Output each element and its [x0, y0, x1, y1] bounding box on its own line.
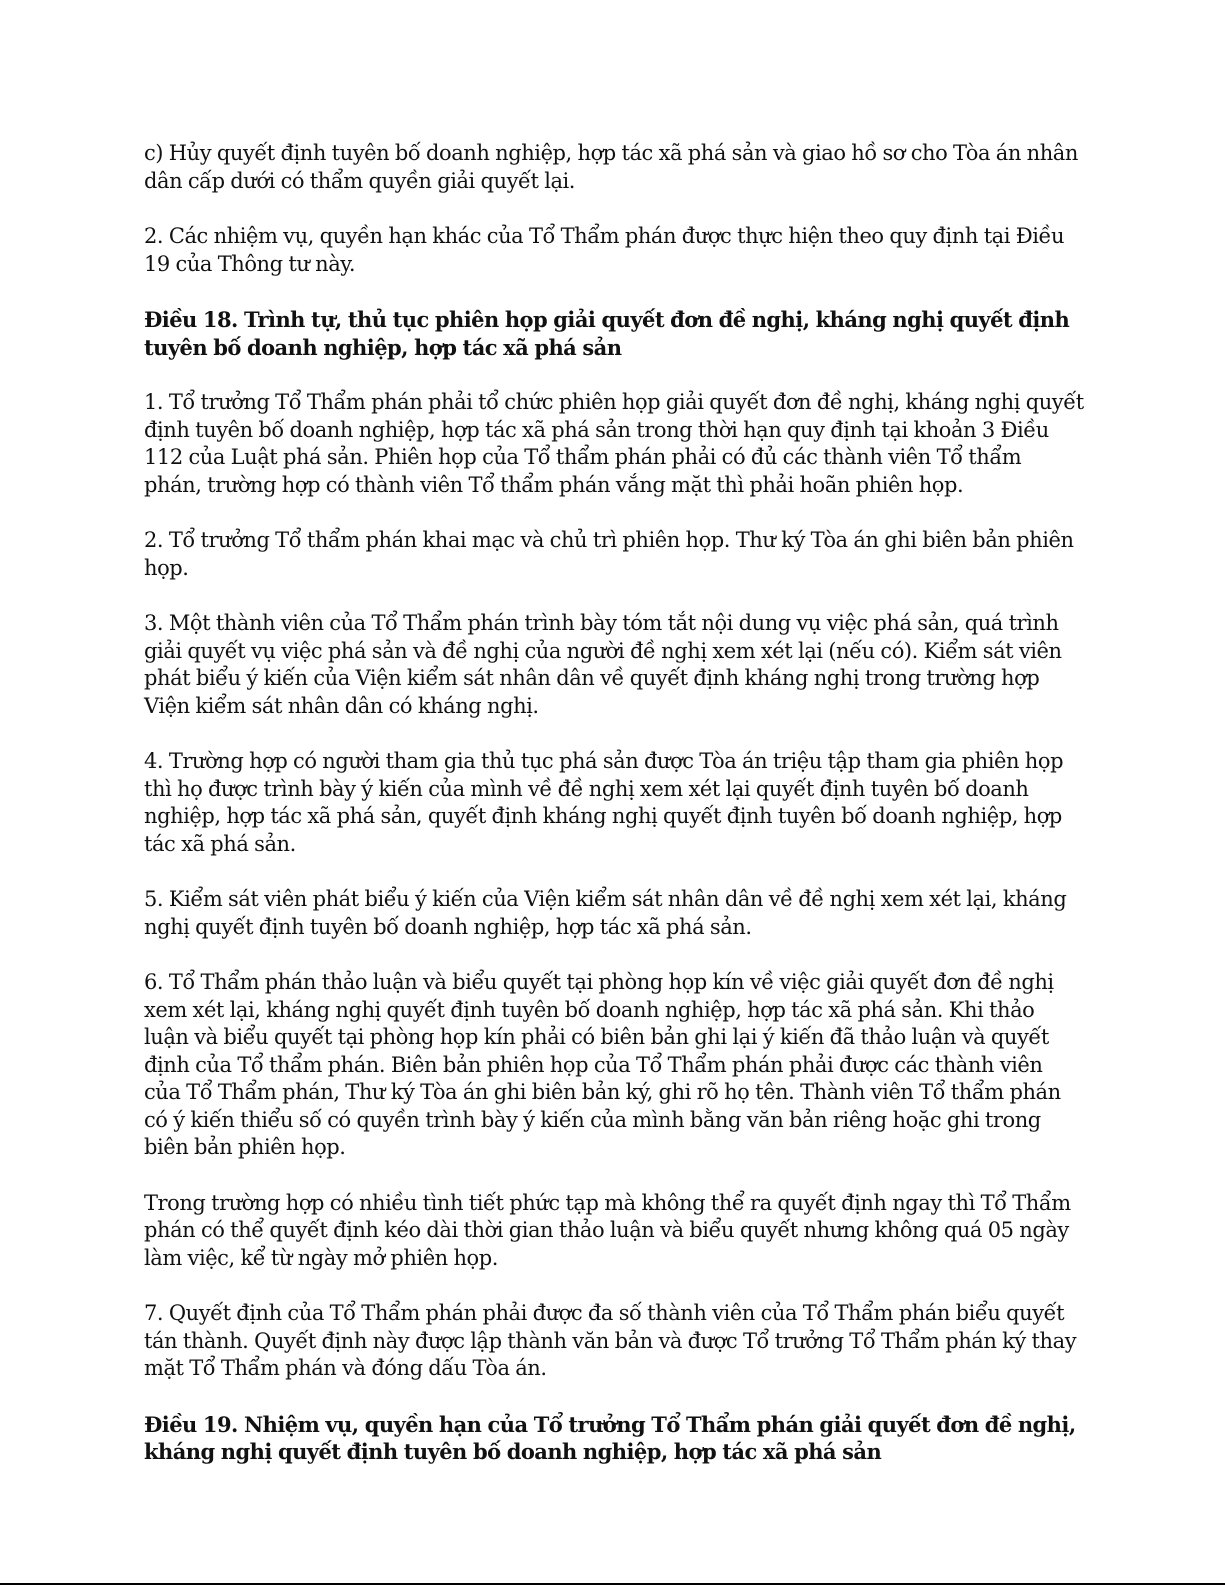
article-18-clause-6-continued: Trong trường hợp có nhiều tình tiết phức tạp mà không thể ra quyết định ngay thì Tổ Thẩm phán có thể quyết định kéo dài thời gian thảo luận và biểu quyết nhưng không quá 05 ngày làm việc, kể từ ngày mở phiên họp. — [144, 1190, 1071, 1270]
paragraph-clause-c: c) Hủy quyết định tuyên bố doanh nghiệp, hợp tác xã phá sản và giao hồ sơ cho Tòa án nhân dân cấp dưới có thẩm quyền giải quyết lại. — [144, 141, 1078, 193]
article-18-clause-3: 3. Một thành viên của Tổ Thẩm phán trình bày tóm tắt nội dung vụ việc phá sản, quá trình giải quyết vụ việc phá sản và đề nghị của người đề nghị xem xét lại (nếu có). Kiểm sát viên phát biểu ý kiến của Viện kiểm sát nhân dân về quyết định kháng nghị trong trường hợp Viện kiểm sát nhân dân có kháng nghị. — [144, 611, 1062, 718]
article-18-clause-2: 2. Tổ trưởng Tổ thẩm phán khai mạc và chủ trì phiên họp. Thư ký Tòa án ghi biên bản phiên họp. — [144, 528, 1074, 580]
article-19-heading: Điều 19. Nhiệm vụ, quyền hạn của Tổ trưởng Tổ Thẩm phán giải quyết đơn đề nghị, kháng nghị quyết định tuyên bố doanh nghiệp, hợp tác xã phá sản — [144, 1411, 1076, 1464]
paragraph-clause-2: 2. Các nhiệm vụ, quyền hạn khác của Tổ Thẩm phán được thực hiện theo quy định tại Điều 19 của Thông tư này. — [144, 224, 1065, 276]
article-18-clause-6: 6. Tổ Thẩm phán thảo luận và biểu quyết tại phòng họp kín về việc giải quyết đơn đề nghị xem xét lại, kháng nghị quyết định tuyên bố doanh nghiệp, hợp tác xã phá sản. Khi thảo luận và biểu quyết tại phòng họp kín phải có biên bản ghi lại ý kiến đã thảo luận và quyết định của Tổ thẩm phán. Biên bản phiên họp của Tổ Thẩm phán phải được các thành viên của Tổ Thẩm phán, Thư ký Tòa án ghi biên bản ký, ghi rõ họ tên. Thành viên Tổ thẩm phán có ý kiến thiểu số có quyền trình bày ý kiến của mình bằng văn bản riêng hoặc ghi trong biên bản phiên họp. — [144, 970, 1061, 1159]
article-18-heading: Điều 18. Trình tự, thủ tục phiên họp giải quyết đơn đề nghị, kháng nghị quyết định tuyên bố doanh nghiệp, hợp tác xã phá sản — [144, 307, 1070, 360]
article-18-clause-1: 1. Tổ trưởng Tổ Thẩm phán phải tổ chức phiên họp giải quyết đơn đề nghị, kháng nghị quyết định tuyên bố doanh nghiệp, hợp tác xã phá sản trong thời hạn quy định tại khoản 3 Điều 112 của Luật phá sản. Phiên họp của Tổ thẩm phán phải có đủ các thành viên Tổ thẩm phán, trường hợp có thành viên Tổ thẩm phán vắng mặt thì phải hoãn phiên họp. — [144, 390, 1084, 497]
article-18-clause-4: 4. Trường hợp có người tham gia thủ tục phá sản được Tòa án triệu tập tham gia phiên họp thì họ được trình bày ý kiến của mình về đề nghị xem xét lại quyết định tuyên bố doanh nghiệp, hợp tác xã phá sản, quyết định kháng nghị quyết định tuyên bố doanh nghiệp, hợp tác xã phá sản. — [144, 749, 1064, 856]
article-18-clause-5: 5. Kiểm sát viên phát biểu ý kiến của Viện kiểm sát nhân dân về đề nghị xem xét lại, kháng nghị quyết định tuyên bố doanh nghiệp, hợp tác xã phá sản. — [144, 887, 1067, 939]
article-18-clause-7: 7. Quyết định của Tổ Thẩm phán phải được đa số thành viên của Tổ Thẩm phán biểu quyết tán thành. Quyết định này được lập thành văn bản và được Tổ trưởng Tổ Thẩm phán ký thay mặt Tổ Thẩm phán và đóng dấu Tòa án. — [144, 1301, 1077, 1380]
document-page — [144, 140, 1084, 1494]
